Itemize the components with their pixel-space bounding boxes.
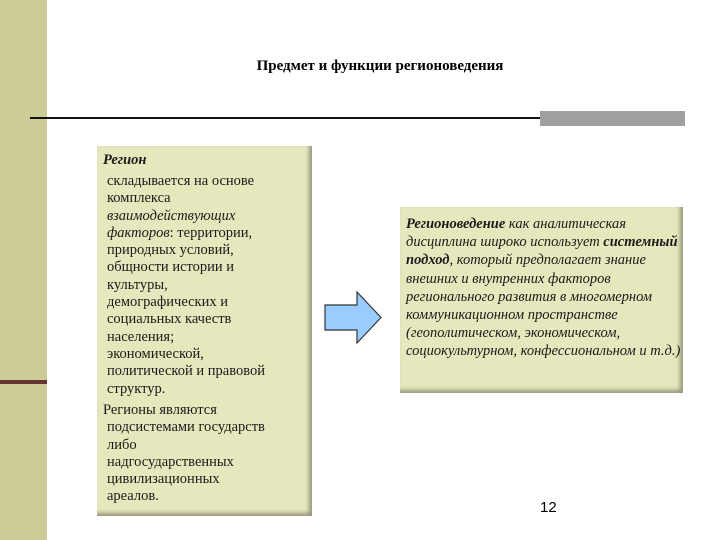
left-accent-bar [0, 0, 47, 540]
text-line: либо [107, 436, 137, 453]
text-line: цивилизационных [107, 471, 220, 488]
systems-approach-term: системный подход [406, 234, 678, 269]
text-line: структур. [107, 380, 166, 397]
text-line: надгосударственных [107, 453, 234, 470]
text-line: складывается на основе [107, 173, 255, 189]
slide-title: Предмет и функции регионоведения [256, 58, 504, 74]
region-definition-panel [97, 146, 312, 516]
title-rule [30, 117, 540, 119]
region-composition-text [107, 173, 307, 398]
regional-studies-text [406, 215, 681, 361]
title-rule-accent [540, 111, 685, 126]
text-line: Регионы являются [103, 402, 217, 418]
arrow-shape [325, 292, 381, 343]
regional-studies-term: Регионоведение [406, 216, 506, 232]
page-number: 12 [540, 499, 557, 516]
text-line: социальных качеств [107, 311, 232, 328]
text-line: политической и правовой [107, 363, 265, 380]
text-segment: , который предполагает знание внешних и внутренних факторов регионального развития в многомерном коммуникационном пространстве (геополитическом, экономическом, социокультурном, конфессиональном и т.д.) [406, 252, 681, 360]
text-line: ареалов. [107, 488, 159, 505]
region-term: Регион [103, 152, 147, 168]
regional-studies-panel [400, 207, 683, 393]
text-line [107, 225, 307, 242]
text-line: природных условий, [107, 242, 234, 259]
text-line: общности истории и [107, 259, 235, 276]
text-line: демографических и [107, 294, 228, 311]
text-line: населения; [107, 328, 175, 345]
right-arrow-icon [323, 290, 383, 345]
region-subsystems-text [103, 402, 308, 506]
left-bar-divider [0, 380, 47, 384]
factors-term: факторов [107, 224, 170, 241]
text-line: комплекса [107, 190, 171, 207]
text-line: взаимодействующих [107, 207, 236, 224]
text-fragment: : территории, [169, 224, 253, 241]
text-line: подсистемами государств [107, 419, 265, 436]
text-segment: как аналитическая дисциплина широко использует [406, 216, 626, 251]
text-line: экономической, [107, 345, 204, 362]
text-line: культуры, [107, 276, 168, 293]
